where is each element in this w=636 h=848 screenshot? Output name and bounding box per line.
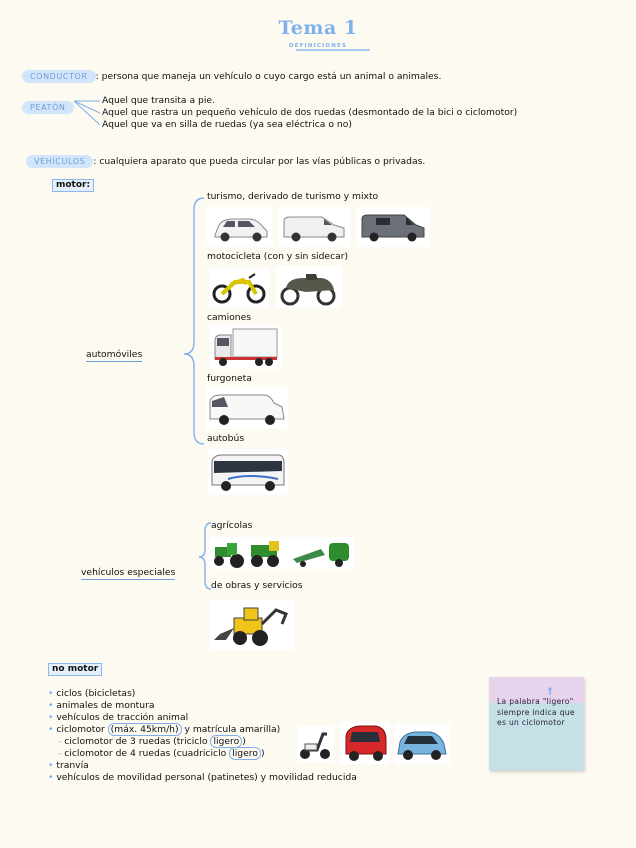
automovil-item: camiones (207, 312, 252, 323)
no-motor-item: • vehículos de movilidad personal (patinetes) y movilidad reducida (48, 772, 357, 783)
ciclomotor-max-speed: (máx. 45km/h) (108, 723, 182, 736)
page-subtitle: DEFINICIONES (288, 43, 348, 49)
vehiculos-label: VEHÍCULOS (26, 155, 93, 168)
ciclomotor-4-ruedas-image (394, 724, 450, 764)
motocicleta-image (209, 268, 269, 308)
ciclomotor-3-ruedas-image (340, 722, 390, 764)
page-title: Tema 1 (278, 17, 358, 39)
camion-image (209, 325, 281, 369)
motocicleta-sidecar-image (276, 266, 342, 308)
subtitle-underline (296, 49, 370, 51)
vehiculos-text: : cualquiera aparato que pueda circular por las vías públicas o privadas. (93, 156, 426, 167)
no-motor-item: • ciclos (bicicletas) (48, 688, 136, 699)
peaton-arrows (72, 96, 104, 132)
conductor-definition (22, 70, 441, 83)
motor-heading: motor: (52, 179, 94, 192)
mixto-van-image (356, 207, 430, 247)
pin-icon (546, 687, 554, 697)
especial-item: de obras y servicios (211, 580, 303, 591)
especiales-label: vehículos especiales (81, 567, 176, 578)
especial-item: agrícolas (211, 520, 253, 531)
automovil-item: motocicleta (con y sin sidecar) (207, 251, 349, 262)
peaton-label-wrap (22, 95, 74, 114)
vehiculos-definition (26, 155, 425, 168)
ciclomotor-scooter-image (297, 726, 333, 762)
no-motor-heading: no motor (48, 663, 102, 676)
no-motor-item: • vehículos de tracción animal (48, 712, 189, 723)
conductor-text: : persona que maneja un vehículo o cuyo cargo está un animal o animales. (95, 71, 442, 82)
automovil-item: turismo, derivado de turismo y mixto (207, 191, 379, 202)
agricolas-image (209, 537, 355, 569)
sticky-note (489, 677, 584, 770)
ciclomotor-subitem: - ciclomotor de 3 ruedas (triciclo ligero ) (58, 736, 246, 747)
ciclomotor-subitem: - ciclomotor de 4 ruedas (cuadriciclo ligero ) (58, 748, 265, 759)
peaton-item: Aquel que rastra un pequeño vehículo de dos ruedas (desmontado de la bici o ciclomotor) (102, 107, 518, 118)
sticky-note-text: La palabra "ligero" siempre indica que es un ciclomotor (497, 697, 575, 727)
peaton-item: Aquel que transita a pie. (102, 95, 215, 106)
conductor-label: CONDUCTOR (22, 70, 96, 83)
furgoneta-image (206, 387, 288, 429)
automovil-item: autobús (207, 433, 245, 444)
autobus-image (208, 449, 288, 495)
peaton-item: Aquel que va en silla de ruedas (ya sea eléctrica o no) (102, 119, 352, 130)
derivado-turismo-van-image (278, 207, 350, 247)
automovil-item: furgoneta (207, 373, 252, 384)
automoviles-label: automóviles (86, 349, 143, 360)
peaton-label: PEATÓN (22, 101, 74, 114)
no-motor-item: • tranvía (48, 760, 89, 771)
no-motor-item: • animales de montura (48, 700, 155, 711)
turismo-car-image (207, 207, 273, 247)
ligero-highlight: ligero (229, 747, 261, 760)
obras-servicios-image (210, 600, 294, 650)
ligero-highlight: ligero (210, 735, 242, 748)
ciclomotor-item: • ciclomotor (máx. 45km/h) y matrícula amarilla) (48, 724, 281, 735)
